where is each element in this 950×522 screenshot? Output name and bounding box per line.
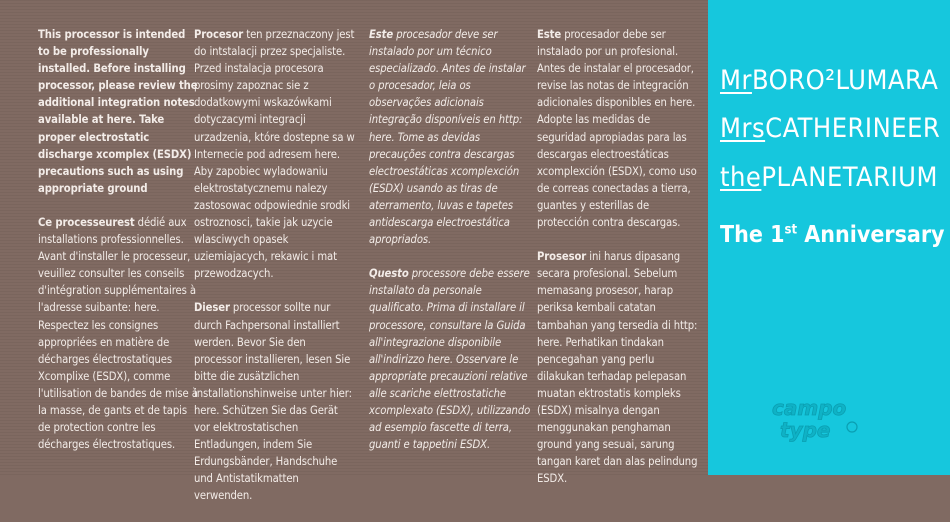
- paragraph-polish: [194, 26, 356, 282]
- paragraph-body: ini harus dipasang secara profesional. Sebelum memasang prosesor, harap periksa kembali catatan tambahan yang tersedia di http: here. Perhatikan tindakan pencegahan yang perlu dilakukan terhadap pelepasan muatan ektrostatis kompleks (ESDX) misalnya dengan menggunakan penghaman ground yang sesuai, sarung tangan karet dan alas pelindung ESDX.: [537, 250, 698, 486]
- registered-mark-icon: [847, 422, 857, 432]
- column-english-french: [38, 26, 200, 470]
- paragraph-italian: [369, 265, 531, 453]
- sample-line-1: [720, 66, 938, 96]
- paragraph-body: procesador debe ser instalado por un profesional. Antes de instalar el procesador, revise las notas de integración adicionales disponibles en here. Adopte las medidas de seguridad apropiadas para las descargas electroestáticas xcomplexción (ESDX), como uso de correas conectadas a tierra, guantes y esterillas de protección contra descargas.: [537, 28, 697, 230]
- paragraph-indonesian: [537, 248, 702, 487]
- paragraph-lead: Questo: [369, 267, 409, 281]
- column-spanish-indonesian: [537, 26, 702, 504]
- paragraph-german: [194, 299, 356, 504]
- anniversary-superscript: st: [784, 222, 798, 238]
- line-prefix: Mr: [720, 65, 752, 96]
- column-polish-german: [194, 26, 356, 522]
- logo-text-line-2: type: [780, 418, 831, 442]
- paragraph-lead: Procesor: [194, 28, 244, 41]
- line-prefix: the: [720, 162, 762, 193]
- anniversary-heading: [720, 222, 945, 248]
- paragraph-lead: Este: [537, 28, 562, 41]
- campotype-logo-icon: [770, 393, 862, 443]
- anniversary-text: The 1: [720, 222, 785, 248]
- sample-line-2: [720, 114, 940, 144]
- paragraph-body: ten przeznaczony jest do intstalacji przez specjaliste. Przed instalacja procesora prosimy zapoznac sie z dodatkowymi wskazówkami dotyczacymi integracji urzadzenia, które dostepne sa w Internecie pod adresem here. Aby zapobiec wyladowaniu elektrostatycznemu nalezy zastosowac odpowiednie srodki ostroznosci, takie jak uzycie wlasciwych opasek uziemiajacych, rekawic i mat przewodzacych.: [194, 28, 355, 281]
- paragraph-spanish: [537, 26, 702, 231]
- paragraph-body: procesador deve ser instalado por um técnico especializado. Antes de instalar o procesador, leia os observações adicionais integração disponíveis en http: here. Tome as devidas precauções contra descargas electroestáticas xcomplexción (ESDX) usando as tiras de aterramento, luvas e tapetes antidescarga electroestática apropriados.: [369, 28, 526, 247]
- line-text: CATHERINEER: [765, 113, 941, 144]
- paragraph-body: dédié aux installations professionnelles. Avant d'installer le processeur, veuillez consulter les conseils d'intégration supplémentaires à l'adresse suibante: here. Respectez les consignes appropriées en matière de décharges électrostatiques Xcomplixe (ESDX), comme l'utilisation de bandes de mise à la masse, de gants et de tapis de protection contre les décharges électrostatiques.: [38, 215, 198, 452]
- paragraph-portuguese: [369, 26, 531, 248]
- paragraph-lead: Este: [369, 28, 394, 41]
- paragraph-french: [38, 214, 200, 453]
- logo-text-line-1: campo: [772, 396, 847, 420]
- anniversary-text-end: Anniversary: [797, 222, 945, 248]
- line-text: PLANETARIUM: [761, 162, 938, 193]
- paragraph-lead: Prosesor: [537, 250, 587, 264]
- paragraph-english: [38, 26, 200, 197]
- paragraph-body: processor sollte nur durch Fachpersonal installiert werden. Bevor Sie den processor installieren, lesen Sie bitte die zusätzlichen installationshinweise unter hier: here. Schützen Sie das Gerät vor elektrostatischen Entladungen, indem Sie Erdungsbänder, Handschuhe und Antistatikmatten verwenden.: [194, 301, 352, 503]
- column-portuguese-italian: [369, 26, 531, 470]
- paragraph-lead: Dieser: [194, 301, 230, 315]
- sample-line-3: [720, 163, 938, 193]
- paragraph-body: processore debe essere installato da personale qualificato. Prima di installare il processore, consultare la Guida all'integrazione disponibile all'indirizzo here. Osservare le appropriate precauzioni relative alle scariche elettrostatiche xcomplexato (ESDX), utilizzando ad esempio fascette di terra, guanti e tappetini ESDX.: [369, 267, 531, 452]
- line-prefix: Mrs: [720, 113, 766, 144]
- paragraph-english-text: This processor is intended to be professionally installed. Before installing processor, please review the additional integration notes available at here. Take proper electrostatic discharge xcomplex (ESDX) precautions such as using appropriate ground: [38, 28, 198, 195]
- line-text: BORO²LUMARA: [751, 65, 939, 96]
- paragraph-lead: Ce processeurest: [38, 215, 135, 229]
